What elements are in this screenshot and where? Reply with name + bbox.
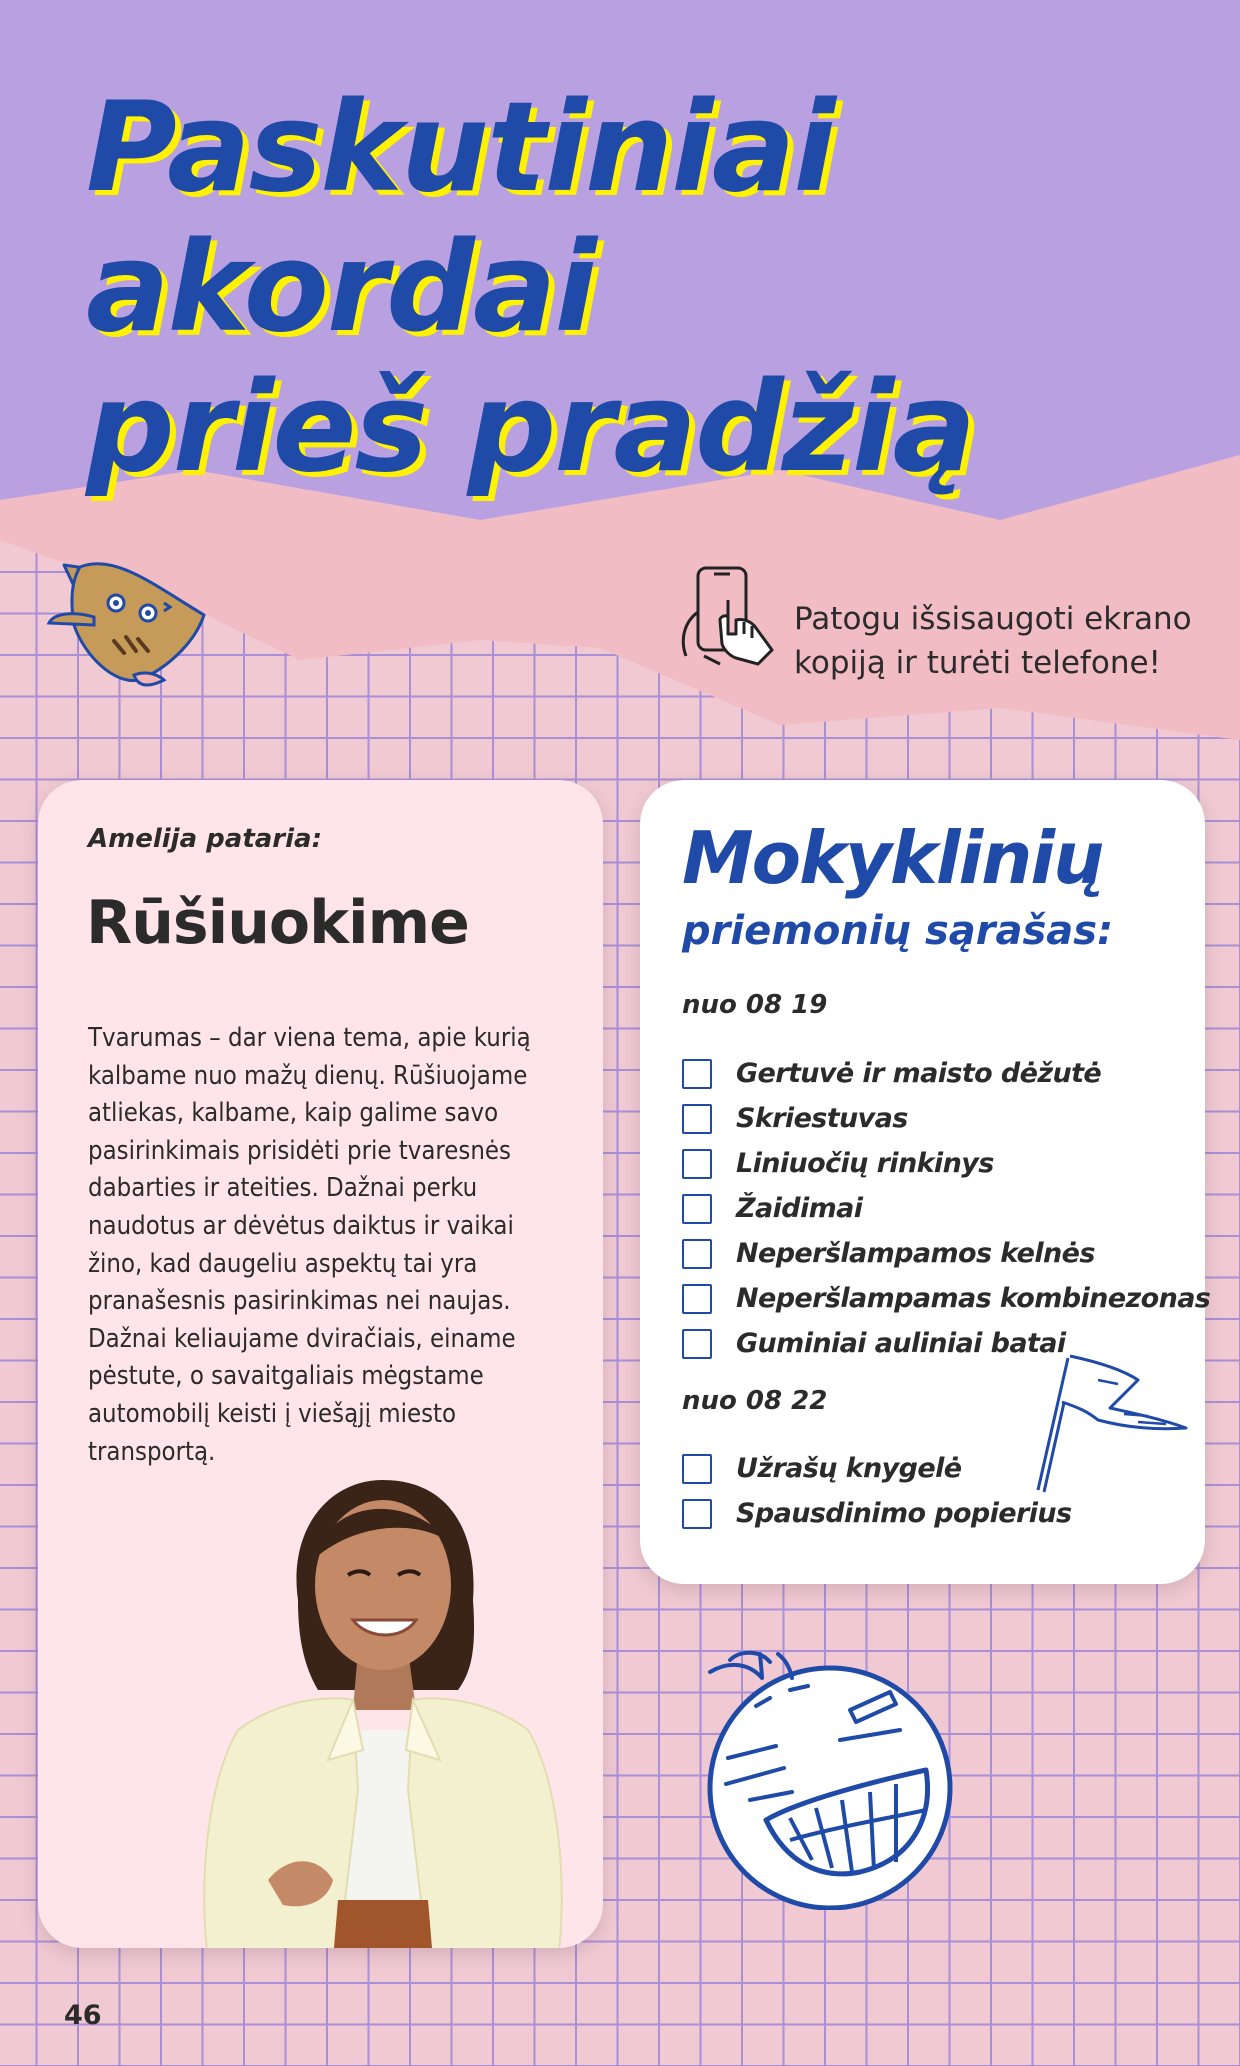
list-item[interactable]: [682, 1051, 1210, 1096]
list-item-label: Guminiai auliniai batai: [736, 1328, 1066, 1359]
checkbox[interactable]: [682, 1194, 712, 1224]
list-item[interactable]: [682, 1231, 1210, 1276]
list-item[interactable]: [682, 1276, 1210, 1321]
list-item[interactable]: [682, 1186, 1210, 1231]
list-item-label: Neperšlampamas kombinezonas: [736, 1283, 1211, 1314]
checklist-group-2: [682, 1446, 1071, 1536]
checklist-date-2: nuo 08 22: [682, 1386, 828, 1416]
checkbox[interactable]: [682, 1059, 712, 1089]
list-item[interactable]: [682, 1491, 1071, 1536]
advice-title: Rūšiuokime: [86, 888, 469, 958]
checkbox[interactable]: [682, 1149, 712, 1179]
checklist-date-1: nuo 08 19: [682, 990, 828, 1020]
checkbox[interactable]: [682, 1284, 712, 1314]
checklist-title: Mokyklinių: [682, 816, 1103, 900]
checklist-subtitle: priemonių sąrašas:: [682, 908, 1114, 954]
checkbox[interactable]: [682, 1104, 712, 1134]
advice-body: Tvarumas – dar viena tema, apie kurią kalbame nuo mažų dienų. Rūšiuojame atliekas, kalbame, kaip galime savo pasirinkimais prisidėti prie tvaresnės dabarties ir ateities. Dažnai perku naudotus ar dėvėtus daiktus ir vaikai žino, kad daugeliu aspektų tai yra pranašesnis pasirinkimas nei naujas. Dažnai keliaujame dviračiais, einame pėstute, o savaitgaliais mėgstame automobilį keisti į viešąjį miesto transportą.: [88, 1023, 531, 1467]
advice-card: [38, 780, 603, 1948]
list-item-label: Užrašų knygelė: [736, 1453, 962, 1484]
checklist-group-1: [682, 1051, 1210, 1366]
checkbox[interactable]: [682, 1329, 712, 1359]
list-item-label: Spausdinimo popierius: [736, 1498, 1072, 1529]
list-item-label: Skriestuvas: [736, 1103, 908, 1134]
flag-icon: [1028, 1350, 1190, 1496]
checkbox[interactable]: [682, 1454, 712, 1484]
list-item[interactable]: [682, 1141, 1210, 1186]
list-item-label: Liniuočių rinkinys: [736, 1148, 994, 1179]
phone-touch-icon: [674, 560, 784, 670]
page-title-line-2: prieš pradžią: [86, 356, 975, 500]
woman-portrait-illustration: [158, 1460, 598, 1948]
checkbox[interactable]: [682, 1499, 712, 1529]
list-item-label: Gertuvė ir maisto dėžutė: [736, 1058, 1102, 1089]
list-item-label: Neperšlampamos kelnės: [736, 1238, 1095, 1269]
page-title-line-1: Paskutiniai akordai: [86, 76, 834, 360]
advice-author-label: Amelija pataria:: [88, 824, 322, 854]
laughing-face-icon: [700, 1650, 970, 1910]
list-item[interactable]: [682, 1096, 1210, 1141]
checkbox[interactable]: [682, 1239, 712, 1269]
list-item-label: Žaidimai: [736, 1193, 863, 1224]
list-item[interactable]: [682, 1446, 1071, 1491]
cat-peek-icon: [44, 545, 214, 695]
screenshot-tip-text: Patogu išsisaugoti ekrano kopiją ir turėti telefone!: [794, 601, 1192, 681]
page-number: 46: [64, 2000, 102, 2031]
page-title: [86, 78, 1240, 498]
